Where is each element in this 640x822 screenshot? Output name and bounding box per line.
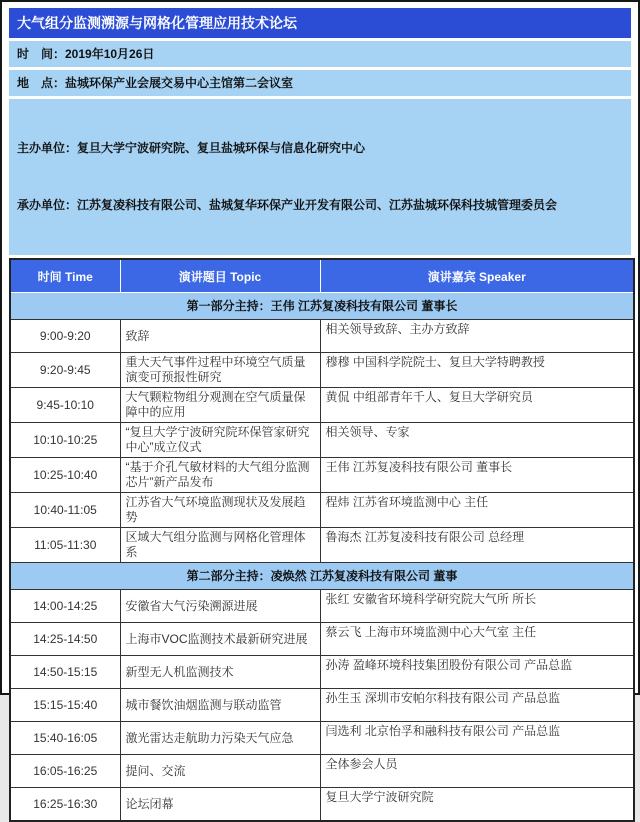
row-time: 14:50-15:15 xyxy=(10,656,120,689)
row-time: 10:40-11:05 xyxy=(10,493,120,528)
co-organizer-line: 承办单位：江苏复凌科技有限公司、盐城复华环保产业开发有限公司、江苏盐城环保科技城管理委员会 xyxy=(17,198,558,212)
row-time: 11:05-11:30 xyxy=(10,528,120,563)
section-header-part1 xyxy=(10,293,634,320)
row-topic: 上海市VOC监测技术最新研究进展 xyxy=(120,623,320,656)
column-header-topic: 演讲题目 Topic xyxy=(120,259,320,293)
event-venue-line: 地 点：盐城环保产业会展交易中心主馆第二会议室 xyxy=(9,70,631,96)
table-row xyxy=(10,423,634,458)
row-time: 9:20-9:45 xyxy=(10,353,120,388)
host-organization-line: 主办单位：复旦大学宁波研究院、复旦盐城环保与信息化研究中心 xyxy=(17,141,366,155)
row-time: 15:15-15:40 xyxy=(10,689,120,722)
table-row xyxy=(10,388,634,423)
row-speaker: 全体参会人员 xyxy=(320,755,634,788)
row-topic: 安徽省大气污染溯源进展 xyxy=(120,590,320,623)
section-host-label: 第二部分主持：凌焕然 江苏复凌科技有限公司 董事 xyxy=(10,563,634,590)
row-time: 9:45-10:10 xyxy=(10,388,120,423)
page-title: 大气组分监测溯源与网格化管理应用技术论坛 xyxy=(9,8,631,38)
table-row xyxy=(10,755,634,788)
row-speaker: 张红 安徽省环境科学研究院大气所 所长 xyxy=(320,590,634,623)
row-topic: 激光雷达走航助力污染天气应急 xyxy=(120,722,320,755)
row-speaker: 穆穆 中国科学院院士、复旦大学特聘教授 xyxy=(320,353,634,388)
row-time: 10:25-10:40 xyxy=(10,458,120,493)
row-speaker: 相关领导致辞、主办方致辞 xyxy=(320,320,634,353)
row-topic: 重大天气事件过程中环境空气质量演变可预报性研究 xyxy=(120,353,320,388)
row-topic: 江苏省大气环境监测现状及发展趋势 xyxy=(120,493,320,528)
agenda-table xyxy=(9,258,635,822)
row-speaker: 孙涛 盈峰环境科技集团股份有限公司 产品总监 xyxy=(320,656,634,689)
row-topic: “复旦大学宁波研究院环保管家研究中心”成立仪式 xyxy=(120,423,320,458)
table-row xyxy=(10,722,634,755)
row-topic: 提问、交流 xyxy=(120,755,320,788)
row-speaker: 蔡云飞 上海市环境监测中心大气室 主任 xyxy=(320,623,634,656)
row-topic: 城市餐饮油烟监测与联动监管 xyxy=(120,689,320,722)
table-row xyxy=(10,493,634,528)
row-topic: 致辞 xyxy=(120,320,320,353)
row-time: 15:40-16:05 xyxy=(10,722,120,755)
row-time: 14:00-14:25 xyxy=(10,590,120,623)
section-host-label: 第一部分主持：王伟 江苏复凌科技有限公司 董事长 xyxy=(10,293,634,320)
row-topic: 大气颗粒物组分观测在空气质量保障中的应用 xyxy=(120,388,320,423)
row-speaker: 程炜 江苏省环境监测中心 主任 xyxy=(320,493,634,528)
organizers-block xyxy=(9,99,631,255)
row-topic: 论坛闭幕 xyxy=(120,788,320,822)
row-speaker: 王伟 江苏复凌科技有限公司 董事长 xyxy=(320,458,634,493)
table-row xyxy=(10,656,634,689)
table-row xyxy=(10,528,634,563)
row-time: 16:25-16:30 xyxy=(10,788,120,822)
table-header-row xyxy=(10,259,634,293)
row-topic: 新型无人机监测技术 xyxy=(120,656,320,689)
row-time: 16:05-16:25 xyxy=(10,755,120,788)
row-time: 14:25-14:50 xyxy=(10,623,120,656)
table-row xyxy=(10,788,634,822)
table-row xyxy=(10,590,634,623)
row-speaker: 复旦大学宁波研究院 xyxy=(320,788,634,822)
row-speaker: 孙生玉 深圳市安帕尔科技有限公司 产品总监 xyxy=(320,689,634,722)
row-speaker: 相关领导、专家 xyxy=(320,423,634,458)
table-row xyxy=(10,458,634,493)
column-header-time: 时间 Time xyxy=(10,259,120,293)
table-row xyxy=(10,320,634,353)
row-speaker: 闫选利 北京怡孚和融科技有限公司 产品总监 xyxy=(320,722,634,755)
row-topic: 区域大气组分监测与网格化管理体系 xyxy=(120,528,320,563)
row-topic: “基于介孔气敏材料的大气组分监测芯片”新产品发布 xyxy=(120,458,320,493)
section-header-part2 xyxy=(10,563,634,590)
table-row xyxy=(10,689,634,722)
column-header-speaker: 演讲嘉宾 Speaker xyxy=(320,259,634,293)
row-speaker: 黄侃 中组部青年千人、复旦大学研究员 xyxy=(320,388,634,423)
event-date-line: 时 间：2019年10月26日 xyxy=(9,41,631,67)
table-row xyxy=(10,353,634,388)
row-speaker: 鲁海杰 江苏复凌科技有限公司 总经理 xyxy=(320,528,634,563)
row-time: 9:00-9:20 xyxy=(10,320,120,353)
row-time: 10:10-10:25 xyxy=(10,423,120,458)
table-row xyxy=(10,623,634,656)
